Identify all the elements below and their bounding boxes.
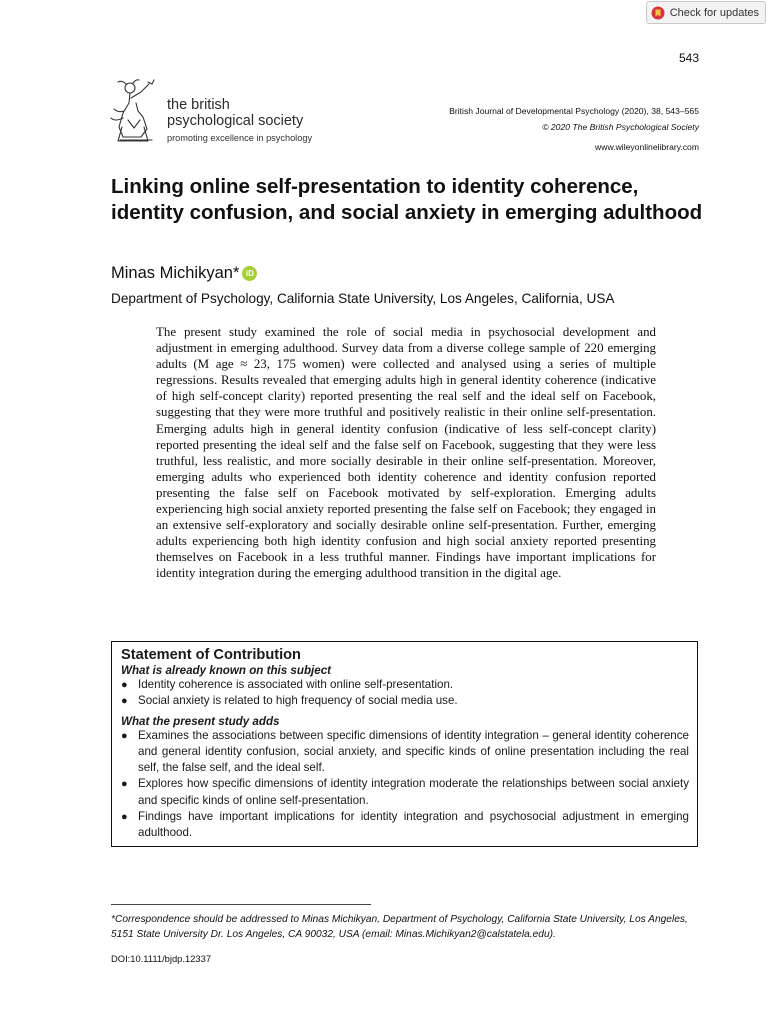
footnote-divider <box>111 904 371 905</box>
logo-wordmark <box>167 97 312 145</box>
check-for-updates-label: Check for updates <box>669 6 759 19</box>
orcid-icon[interactable]: iD <box>242 266 257 281</box>
author-name[interactable]: Minas Michikyan* <box>111 264 240 282</box>
bullet: ● <box>121 778 128 791</box>
correspondence-footnote: *Correspondence should be addressed to Minas Michikyan, Department of Psychology, California State University, Los Angeles, 5151 State University Dr. Los Angeles, CA 90032, USA (email: Minas.Michikyan2@calstatela.edu). <box>111 914 688 941</box>
list-item-text: Findings have important implications for identity integration and psychosocial adjustment in emerging adulthood. <box>138 809 689 839</box>
list-item <box>121 693 689 709</box>
journal-citation: British Journal of Developmental Psychology (2020), 38, 543–565 <box>449 106 699 116</box>
list-item <box>121 776 689 808</box>
known-heading: What is already known on this subject <box>121 664 332 677</box>
list-item-text: Social anxiety is related to high frequency of social media use. <box>138 694 458 708</box>
statement-of-contribution <box>111 641 698 847</box>
adds-list <box>121 728 689 841</box>
journal-info <box>449 104 699 156</box>
contribution-title: Statement of Contribution <box>121 647 301 663</box>
logo-tagline: promoting excellence in psychology <box>167 133 313 143</box>
known-list <box>121 677 689 709</box>
author-line <box>111 264 257 283</box>
bullet: ● <box>121 695 128 708</box>
list-item-text: Explores how specific dimensions of identity integration moderate the relationships between social anxiety and specific kinds of online self-presentation. <box>138 777 689 807</box>
bps-logo <box>108 78 338 150</box>
bullet: ● <box>121 679 128 691</box>
author-affiliation: Department of Psychology, California State University, Los Angeles, California, USA <box>111 291 615 306</box>
adds-heading: What the present study adds <box>121 715 280 729</box>
page-number: 543 <box>678 51 699 65</box>
journal-copyright: © 2020 The British Psychological Society <box>542 121 699 132</box>
list-item <box>121 728 689 776</box>
check-for-updates-button[interactable] <box>646 1 766 24</box>
journal-url[interactable]: www.wileyonlinelibrary.com <box>595 142 699 152</box>
bookmark-check-icon <box>651 6 665 20</box>
bullet: ● <box>121 810 128 823</box>
logo-line-1: the british <box>167 97 230 113</box>
bps-psyche-figure-icon <box>108 78 164 146</box>
article-title: Linking online self-presentation to identity coherence, identity confusion, and social anxiety in emerging adulthood <box>111 175 703 224</box>
list-item <box>121 677 689 693</box>
doi[interactable]: DOI:10.1111/bjdp.12337 <box>111 953 212 964</box>
list-item-text: Examines the associations between specific dimensions of identity integration – general identity coherence and general identity confusion, social anxiety, and specific kinds of online presentation including the real self, the false self, and the ideal self. <box>138 729 689 775</box>
list-item-text: Identity coherence is associated with online self-presentation. <box>138 678 454 691</box>
abstract: The present study examined the role of social media in psychosocial development and adjustment in emerging adulthood. Survey data from a diverse college sample of 220 emerging adults (M age ≈ 23, 175 women) were collected and analysed using a series of multiple regressions. Results revealed that emerging adults high in general identity coherence (indicative of high self-concept clarity) reported presenting the real self and the ideal self on Facebook, suggesting that they were more truthful and positively realistic in their online self-presentation. Emerging adults high in general identity confusion (indicative of less self-concept clarity) reported presenting the ideal self and the false self on Facebook, suggesting that they were less truthful, less realistic, and more socially desirable in their online self-presentation. Moreover, emerging adults who experienced both identity coherence and identity confusion reported presenting the false self on Facebook motivated by self-exploration. Emerging adults experiencing high social anxiety reported presenting the false self on Facebook; they engaged in an extensive self-exploratory and socially desirable online self-presentation. Further, emerging adults experiencing both high identity confusion and high social anxiety reported presenting themselves on Facebook in a less truthful manner. Findings have important implications for identity integration during the emerging adulthood transition in the digital age. <box>156 325 656 581</box>
list-item <box>121 809 689 841</box>
logo-line-2: psychological society <box>167 113 304 129</box>
bullet: ● <box>121 730 128 743</box>
